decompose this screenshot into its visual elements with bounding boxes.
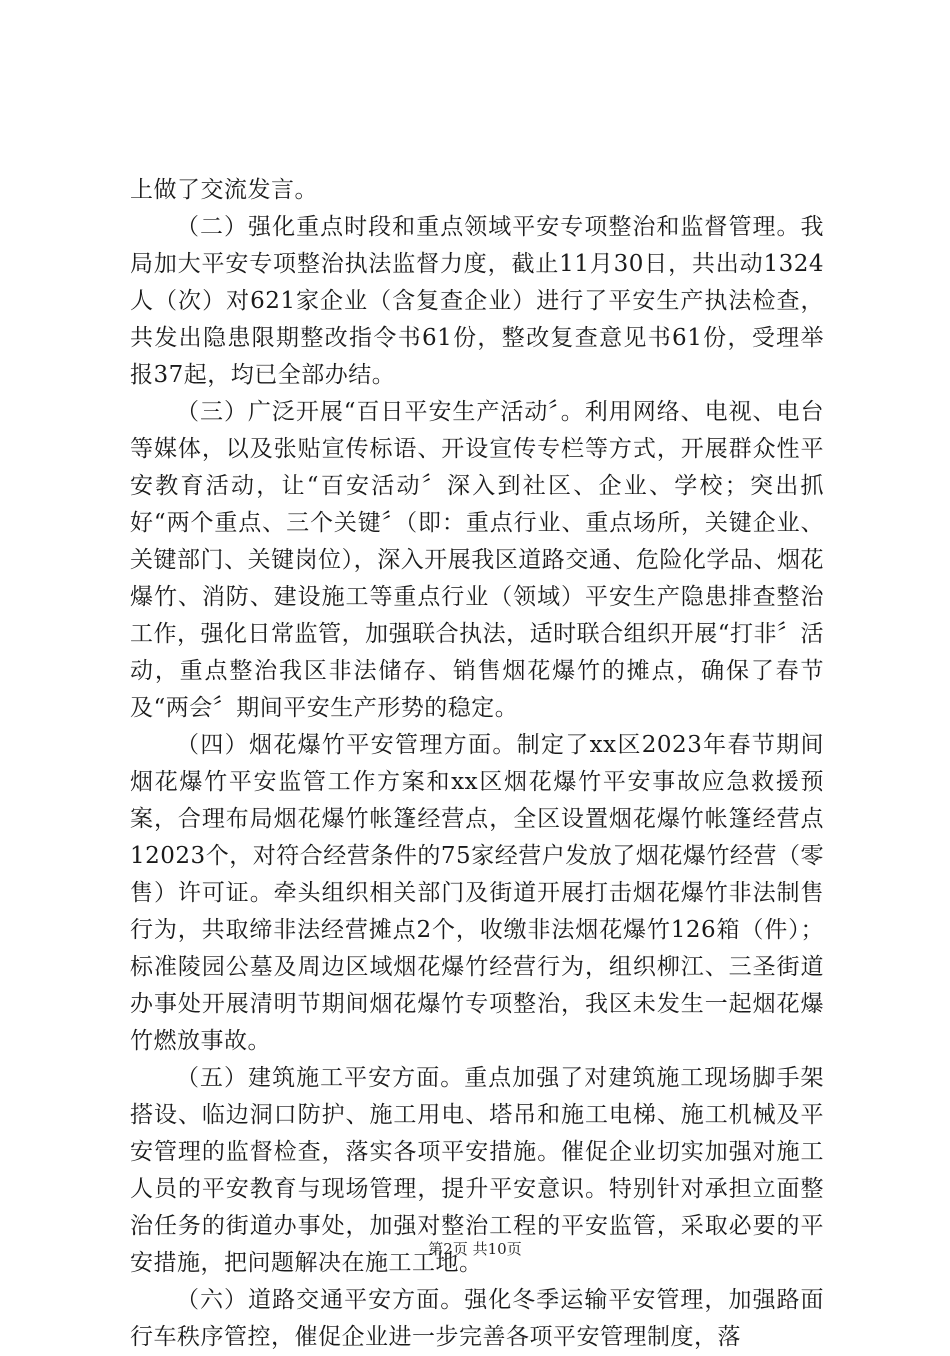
paragraph-continuation: 上做了交流发言。	[130, 177, 318, 203]
paragraph-section-2: （二）强化重点时段和重点领域平安专项整治和监督管理。我局加大平安专项整治执法监督力度，截止11月30日，共出动1324人（次）对621家企业（含复查企业）进行了平安生产执法检查，共发出隐患限期整改指令书61份，整改复查意见书61份，受理举报37起，均已全部办结。	[130, 214, 824, 388]
page-number-footer: 第2页 共10页	[428, 1240, 522, 1258]
paragraph-section-5: （五）建筑施工平安方面。重点加强了对建筑施工现场脚手架搭设、临边洞口防护、施工用电、塔吊和施工电梯、施工机械及平安管理的监督检查，落实各项平安措施。催促企业切实加强对施工人员的平安教育与现场管理，提升平安意识。特别针对承担立面整治任务的街道办事处，加强对整治工程的平安监管，采取必要的平安措施，把问题解决在施工工地。	[130, 1065, 824, 1276]
document-body	[130, 172, 824, 1356]
paragraph-section-4: （四）烟花爆竹平安管理方面。制定了xx区2023年春节期间烟花爆竹平安监管工作方案和xx区烟花爆竹平安事故应急救援预案，合理布局烟花爆竹帐篷经营点，全区设置烟花爆竹帐篷经营点12023个，对符合经营条件的75家经营户发放了烟花爆竹经营（零售）许可证。牵头组织相关部门及街道开展打击烟花爆竹非法制售行为，共取缔非法经营摊点2个，收缴非法烟花爆竹126箱（件）；标准陵园公墓及周边区域烟花爆竹经营行为，组织柳江、三圣街道办事处开展清明节期间烟花爆竹专项整治，我区未发生一起烟花爆竹燃放事故。	[130, 732, 824, 1054]
paragraph-section-6: （六）道路交通平安方面。强化冬季运输平安管理，加强路面行车秩序管控，催促企业进一步完善各项平安管理制度，落	[130, 1287, 824, 1350]
paragraph-section-3: （三）广泛开展“百日平安生产活动〞。利用网络、电视、电台等媒体，以及张贴宣传标语、开设宣传专栏等方式，开展群众性平安教育活动，让“百安活动〞深入到社区、企业、学校；突出抓好“两个重点、三个关键〞（即：重点行业、重点场所，关键企业、关键部门、关键岗位），深入开展我区道路交通、危险化学品、烟花爆竹、消防、建设施工等重点行业（领域）平安生产隐患排查整治工作，强化日常监管，加强联合执法，适时联合组织开展“打非〞活动，重点整治我区非法储存、销售烟花爆竹的摊点，确保了春节及“两会〞期间平安生产形势的稳定。	[130, 399, 824, 721]
